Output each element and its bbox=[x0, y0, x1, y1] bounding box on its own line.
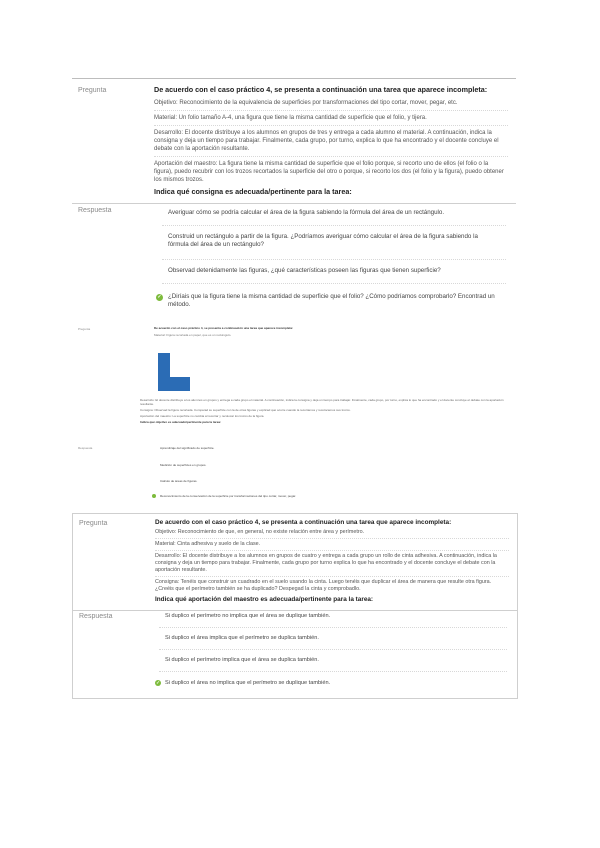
answer-option-2[interactable]: Medición de superficies en grupos. bbox=[160, 463, 207, 467]
question-card-3 bbox=[72, 513, 518, 699]
answer-label: Respuesta bbox=[78, 446, 93, 450]
question-development: Desarrollo: El docente distribuye a los alumnos en grupos de cuatro y entrega a cada grupo un rollo de cinta adhesiva. A continuación, indica la consigna y deja un tiempo para trabajar. Finalmente, cada grupo por turno explica lo que ha encontrado y el docente concluye el debate con la aportación resultante. bbox=[155, 553, 497, 573]
question-label: Pregunta bbox=[78, 327, 91, 331]
question-title: De acuerdo con el caso práctico 4, se presenta a continuación una tarea que aparece incompleta: bbox=[154, 85, 488, 94]
question-instruction: Consigna: Tenéis que construir un cuadrado en el suelo usando la cinta. Luego tenéis que duplicar el área de manera que resulte otra figura. ¿Creéis que el perímetro también se ha duplicado? Despegad la cinta y comprobadlo. bbox=[155, 579, 492, 592]
answer-option-3[interactable]: Si duplico el perímetro implica que el área se duplica también. bbox=[165, 657, 319, 663]
question-development: Desarrollo: El docente distribuye a los alumnos en grupos y entrega a cada grupo el material. A continuación, indica la consigna y deja un tiempo para trabajar. Finalmente, cada grupo, por turno, explica lo que ha encontrado y el docente concluye el debate con la aportación resultante. bbox=[140, 398, 504, 406]
question-material: Material: Cinta adhesiva y suelo de la clase. bbox=[155, 541, 261, 547]
question-development: Desarrollo: El docente distribuye a los alumnos en grupos de tres y entrega a cada alumno el material. A continuación, indica la consigna y deja un tiempo para trabajar. Finalmente, cada grupo, por turno, explica lo que ha encontrado y el docente concluye el debate con la aportación resultante. bbox=[154, 130, 499, 152]
check-icon: ✓ bbox=[156, 680, 160, 685]
question-title: De acuerdo con el caso práctico 4, se presenta a continuación una tarea que aparece incompleta: bbox=[154, 326, 294, 330]
question-card-1 bbox=[72, 78, 516, 323]
question-material: Material: Figura recortada en papel, que es un rectángulo. bbox=[154, 333, 232, 337]
answer-option-3[interactable]: Cálculo de áreas de figuras. bbox=[160, 479, 198, 483]
answer-option-4-correct[interactable]: Reconocimiento de la conservación de la superficie por transformaciones del tipo cortar, mover, pegar. bbox=[160, 494, 297, 498]
question-instruction: Consigna: Observad la figura recortada. Comparad su superficie con la de otras figuras y explicad qué ocurre cuando la recortamos y recolocamos sus trozos. bbox=[140, 408, 351, 412]
question-label: Pregunta bbox=[79, 520, 108, 527]
answer-label: Respuesta bbox=[72, 203, 516, 214]
check-icon: ✓ bbox=[157, 294, 162, 300]
question-prompt: Indica qué consigna es adecuada/pertinente para la tarea: bbox=[154, 187, 352, 196]
answer-option-4-correct[interactable]: ¿Diríais que la figura tiene la misma cantidad de superficie que el folio? ¿Cómo podríamos comprobarlo? Encontrad un método. bbox=[168, 293, 495, 308]
answer-option-4-correct[interactable]: Si duplico el área no implica que el perímetro se duplique también. bbox=[165, 680, 331, 686]
answer-label: Respuesta bbox=[73, 610, 517, 620]
question-teacher-contribution: Aportación del maestro: La figura tiene la misma cantidad de superficie que el folio porque, si recorto uno de ellos (el folio o la figura), puedo recubrir con los trozos recortados la superficie del otro o porque, si recorto los dos (el folio y la figura), puedo obtener los mismos trozos. bbox=[154, 161, 504, 183]
answer-option-1[interactable]: Aprendizaje del significado de superficie. bbox=[160, 446, 215, 450]
question-label: Pregunta bbox=[78, 87, 107, 94]
question-prompt: Indica qué aportación del maestro es adecuada/pertinente para la tarea: bbox=[155, 596, 374, 603]
question-title: De acuerdo con el caso práctico 4, se presenta a continuación una tarea que aparece incompleta: bbox=[155, 519, 452, 526]
answer-option-3[interactable]: Observad detenidamente las figuras, ¿qué características poseen las figuras que tienen superficie? bbox=[168, 267, 441, 274]
question-objective: Objetivo: Reconocimiento de que, en general, no existe relación entre área y perímetro. bbox=[155, 529, 365, 535]
answer-option-1[interactable]: Averiguar cómo se podría calcular el área de la figura sabiendo la fórmula del área de un rectángulo. bbox=[168, 209, 445, 216]
answer-option-1[interactable]: Si duplico el perímetro no implica que el área se duplique también. bbox=[165, 613, 331, 619]
answer-option-2[interactable]: Construid un rectángulo a partir de la figura. ¿Podríamos averiguar cómo calcular el área de la figura sabiendo la fórmula del área de un rectángulo? bbox=[168, 233, 478, 248]
question-prompt: Indica qué objetivo es adecuado/pertinente para la tarea: bbox=[140, 420, 222, 424]
question-teacher-contribution: Aportación del maestro: La superficie no cambia al recortar y recolocar los trozos de la figura. bbox=[140, 414, 265, 418]
question-material: Material: Un folio tamaño A-4, una figura que tiene la misma cantidad de superficie que el folio, y tijera. bbox=[154, 115, 427, 121]
check-icon bbox=[152, 494, 156, 498]
question-objective: Objetivo: Reconocimiento de la equivalencia de superficies por transformaciones del tipo cortar, mover, pegar, etc. bbox=[154, 100, 458, 106]
question-card-2 bbox=[72, 322, 516, 502]
answer-option-2[interactable]: Si duplico el área implica que el perímetro se duplica también. bbox=[165, 635, 319, 641]
